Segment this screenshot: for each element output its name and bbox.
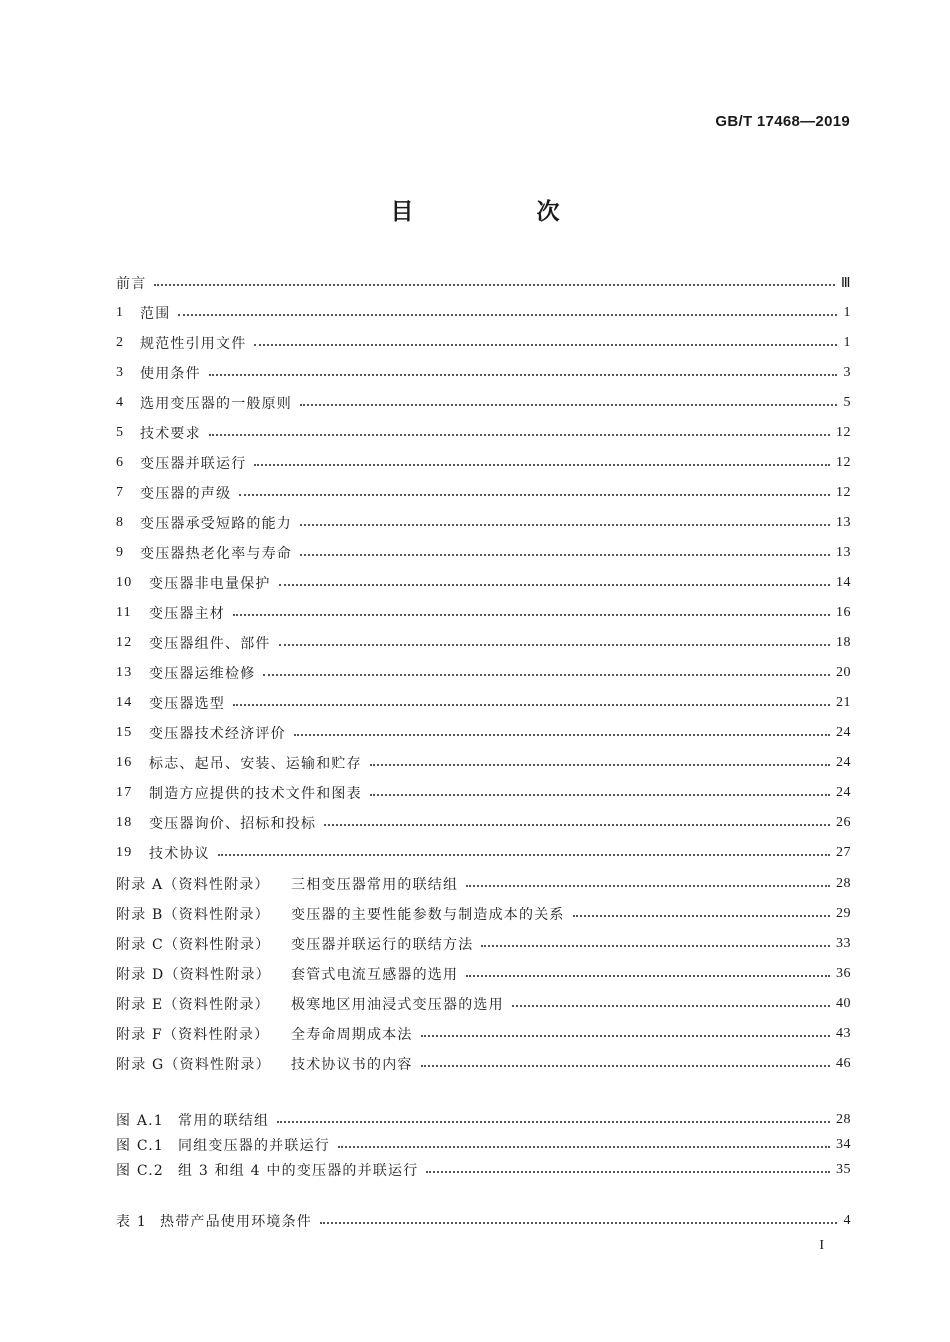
dot-leader [466, 975, 830, 977]
toc-entry[interactable] [116, 570, 851, 596]
toc-entry-page: 13 [836, 515, 851, 530]
dot-leader [481, 945, 830, 947]
toc-entry[interactable] [116, 750, 851, 776]
dot-leader [209, 434, 830, 436]
dot-leader [277, 1121, 830, 1123]
toc-entry-label: 使用条件 [140, 366, 201, 382]
appendix-label: 全寿命周期成本法 [291, 1027, 413, 1043]
toc-entry-number: 5 [116, 425, 125, 440]
toc-entry-page: 1 [843, 305, 851, 320]
toc-entry-preface[interactable] [116, 270, 851, 296]
toc-entry-number: 14 [116, 695, 133, 710]
toc-entry-page: 1 [843, 335, 851, 350]
toc-entry-page: 34 [836, 1137, 851, 1152]
dot-leader [426, 1171, 830, 1173]
toc-entry-page: 5 [843, 395, 851, 410]
dot-leader [254, 344, 837, 346]
toc-entry[interactable] [116, 840, 851, 866]
toc-entry[interactable] [116, 480, 851, 506]
toc-entry-label: 变压器技术经济评价 [149, 726, 286, 742]
toc-entry-label: 变压器运维检修 [149, 666, 256, 682]
dot-leader [300, 524, 830, 526]
dot-leader [218, 854, 830, 856]
toc-entry-page: 40 [836, 996, 851, 1011]
appendix-label: 极寒地区用油浸式变压器的选用 [291, 997, 504, 1013]
toc-table-entry[interactable] [116, 1208, 851, 1234]
toc-entry-page: Ⅲ [840, 275, 851, 291]
toc-entry-number: 13 [116, 665, 133, 680]
toc-entry-page: 12 [836, 485, 851, 500]
figure-prefix: 图 A.1 [116, 1113, 164, 1129]
toc-entry-number: 19 [116, 845, 133, 860]
toc-entry[interactable] [116, 720, 851, 746]
appendix-label: 三相变压器常用的联结组 [291, 877, 459, 893]
toc-entry[interactable] [116, 420, 851, 446]
toc-entry[interactable] [116, 630, 851, 656]
toc-entry-label: 变压器并联运行 [140, 456, 247, 472]
appendix-label: 套管式电流互感器的选用 [291, 967, 459, 983]
toc-entry-label: 制造方应提供的技术文件和图表 [149, 786, 362, 802]
figure-label: 组 3 和组 4 中的变压器的并联运行 [178, 1163, 419, 1179]
dot-leader [324, 824, 830, 826]
toc-entry-page: 46 [836, 1056, 851, 1071]
appendix-label: 变压器并联运行的联结方法 [291, 937, 474, 953]
toc-entry-label: 变压器询价、招标和投标 [149, 816, 317, 832]
dot-leader [370, 764, 830, 766]
dot-leader [512, 1005, 830, 1007]
toc-entry-label: 变压器的声级 [140, 486, 232, 502]
toc-entry-number: 1 [116, 305, 125, 320]
toc-entry[interactable] [116, 300, 851, 326]
toc-entry[interactable] [116, 780, 851, 806]
toc-entry-number: 17 [116, 785, 133, 800]
toc-entry-page: 20 [836, 665, 851, 680]
toc-entry-page: 12 [836, 455, 851, 470]
dot-leader [421, 1065, 830, 1067]
toc-appendix-entry[interactable] [116, 961, 851, 987]
standard-code: GB/T 17468—2019 [715, 113, 850, 130]
figure-label: 同组变压器的并联运行 [178, 1138, 330, 1154]
toc-entry[interactable] [116, 390, 851, 416]
appendix-prefix: 附录 B（资料性附录） [116, 907, 270, 923]
dot-leader [263, 674, 830, 676]
toc-entry-number: 7 [116, 485, 125, 500]
toc-entry-number: 6 [116, 455, 125, 470]
toc-entry-number: 4 [116, 395, 125, 410]
toc-appendix-entry[interactable] [116, 991, 851, 1017]
dot-leader [370, 794, 830, 796]
toc-entry-page: 3 [843, 365, 851, 380]
dot-leader [300, 404, 837, 406]
toc-entry-page: 13 [836, 545, 851, 560]
toc-entry-page: 16 [836, 605, 851, 620]
toc-entry[interactable] [116, 690, 851, 716]
dot-leader [466, 885, 830, 887]
toc-entry-page: 21 [836, 695, 851, 710]
toc-entry-label: 技术要求 [140, 426, 201, 442]
toc-entry-page: 28 [836, 876, 851, 891]
toc-entry[interactable] [116, 330, 851, 356]
toc-appendix-entry[interactable] [116, 1021, 851, 1047]
page-number: I [819, 1238, 824, 1253]
toc-entry-page: 35 [836, 1162, 851, 1177]
figure-label: 常用的联结组 [178, 1113, 270, 1129]
dot-leader [320, 1222, 837, 1224]
dot-leader [233, 614, 830, 616]
toc-entry-page: 43 [836, 1026, 851, 1041]
toc-entry-label: 规范性引用文件 [140, 336, 247, 352]
appendix-prefix: 附录 A（资料性附录） [116, 877, 270, 893]
toc-appendix-entry[interactable] [116, 901, 851, 927]
toc-figure-entry[interactable] [116, 1107, 851, 1133]
toc-entry-page: 33 [836, 936, 851, 951]
toc-entry-label: 变压器选型 [149, 696, 225, 712]
toc-entry-page: 4 [843, 1213, 851, 1228]
toc-entry-page: 28 [836, 1112, 851, 1127]
toc-entry-page: 12 [836, 425, 851, 440]
toc-entry-number: 8 [116, 515, 125, 530]
toc-entry[interactable] [116, 600, 851, 626]
toc-entry-page: 26 [836, 815, 851, 830]
toc-entry-label: 范围 [140, 306, 171, 322]
toc-entry-page: 27 [836, 845, 851, 860]
appendix-prefix: 附录 G（资料性附录） [116, 1057, 271, 1073]
dot-leader [279, 584, 830, 586]
toc-entry-number: 15 [116, 725, 133, 740]
page-title: 目 次 [390, 199, 610, 225]
appendix-label: 变压器的主要性能参数与制造成本的关系 [291, 907, 565, 923]
toc-entry-label: 变压器非电量保护 [149, 576, 271, 592]
dot-leader [300, 554, 830, 556]
toc-entry-label: 选用变压器的一般原则 [140, 396, 292, 412]
toc-entry[interactable] [116, 810, 851, 836]
toc-figure-entry[interactable] [116, 1157, 851, 1183]
toc-entry-page: 24 [836, 785, 851, 800]
figure-prefix: 图 C.1 [116, 1138, 165, 1154]
dot-leader [279, 644, 830, 646]
toc-entry-label: 变压器主材 [149, 606, 225, 622]
appendix-prefix: 附录 F（资料性附录） [116, 1027, 270, 1043]
toc-entry-number: 10 [116, 575, 133, 590]
toc-entry-page: 24 [836, 755, 851, 770]
toc-entry-label: 变压器热老化率与寿命 [140, 546, 292, 562]
toc-entry-number: 2 [116, 335, 125, 350]
appendix-label: 技术协议书的内容 [291, 1057, 413, 1073]
toc-entry-number: 9 [116, 545, 125, 560]
toc-entry[interactable] [116, 360, 851, 386]
dot-leader [209, 374, 837, 376]
toc-appendix-entry[interactable] [116, 871, 851, 897]
toc-appendix-entry[interactable] [116, 1051, 851, 1077]
table-prefix: 表 1 [116, 1214, 147, 1230]
toc-entry-page: 18 [836, 635, 851, 650]
toc-figure-entry[interactable] [116, 1132, 851, 1158]
dot-leader [178, 314, 837, 316]
toc-entry-page: 29 [836, 906, 851, 921]
dot-leader [294, 734, 830, 736]
toc-entry[interactable] [116, 660, 851, 686]
toc-entry-page: 14 [836, 575, 851, 590]
dot-leader [254, 464, 830, 466]
toc-entry-number: 16 [116, 755, 133, 770]
dot-leader [421, 1035, 830, 1037]
toc-entry-label: 前言 [116, 276, 147, 292]
appendix-prefix: 附录 D（资料性附录） [116, 967, 271, 983]
appendix-prefix: 附录 C（资料性附录） [116, 937, 271, 953]
figure-prefix: 图 C.2 [116, 1163, 165, 1179]
dot-leader [239, 494, 830, 496]
toc-entry-number: 11 [116, 605, 132, 620]
table-label: 热带产品使用环境条件 [160, 1214, 312, 1230]
toc-entry-number: 12 [116, 635, 133, 650]
toc-entry-number: 3 [116, 365, 125, 380]
dot-leader [573, 915, 830, 917]
toc-appendix-entry[interactable] [116, 931, 851, 957]
dot-leader [233, 704, 830, 706]
toc-entry-page: 24 [836, 725, 851, 740]
dot-leader [338, 1146, 830, 1148]
toc-entry-label: 技术协议 [149, 846, 210, 862]
toc-entry[interactable] [116, 540, 851, 566]
dot-leader [154, 284, 834, 286]
toc-entry-label: 变压器组件、部件 [149, 636, 271, 652]
toc-entry[interactable] [116, 450, 851, 476]
toc-entry[interactable] [116, 510, 851, 536]
appendix-prefix: 附录 E（资料性附录） [116, 997, 270, 1013]
toc-entry-label: 标志、起吊、安装、运输和贮存 [149, 756, 362, 772]
toc-entry-label: 变压器承受短路的能力 [140, 516, 292, 532]
toc-entry-page: 36 [836, 966, 851, 981]
toc-entry-number: 18 [116, 815, 133, 830]
